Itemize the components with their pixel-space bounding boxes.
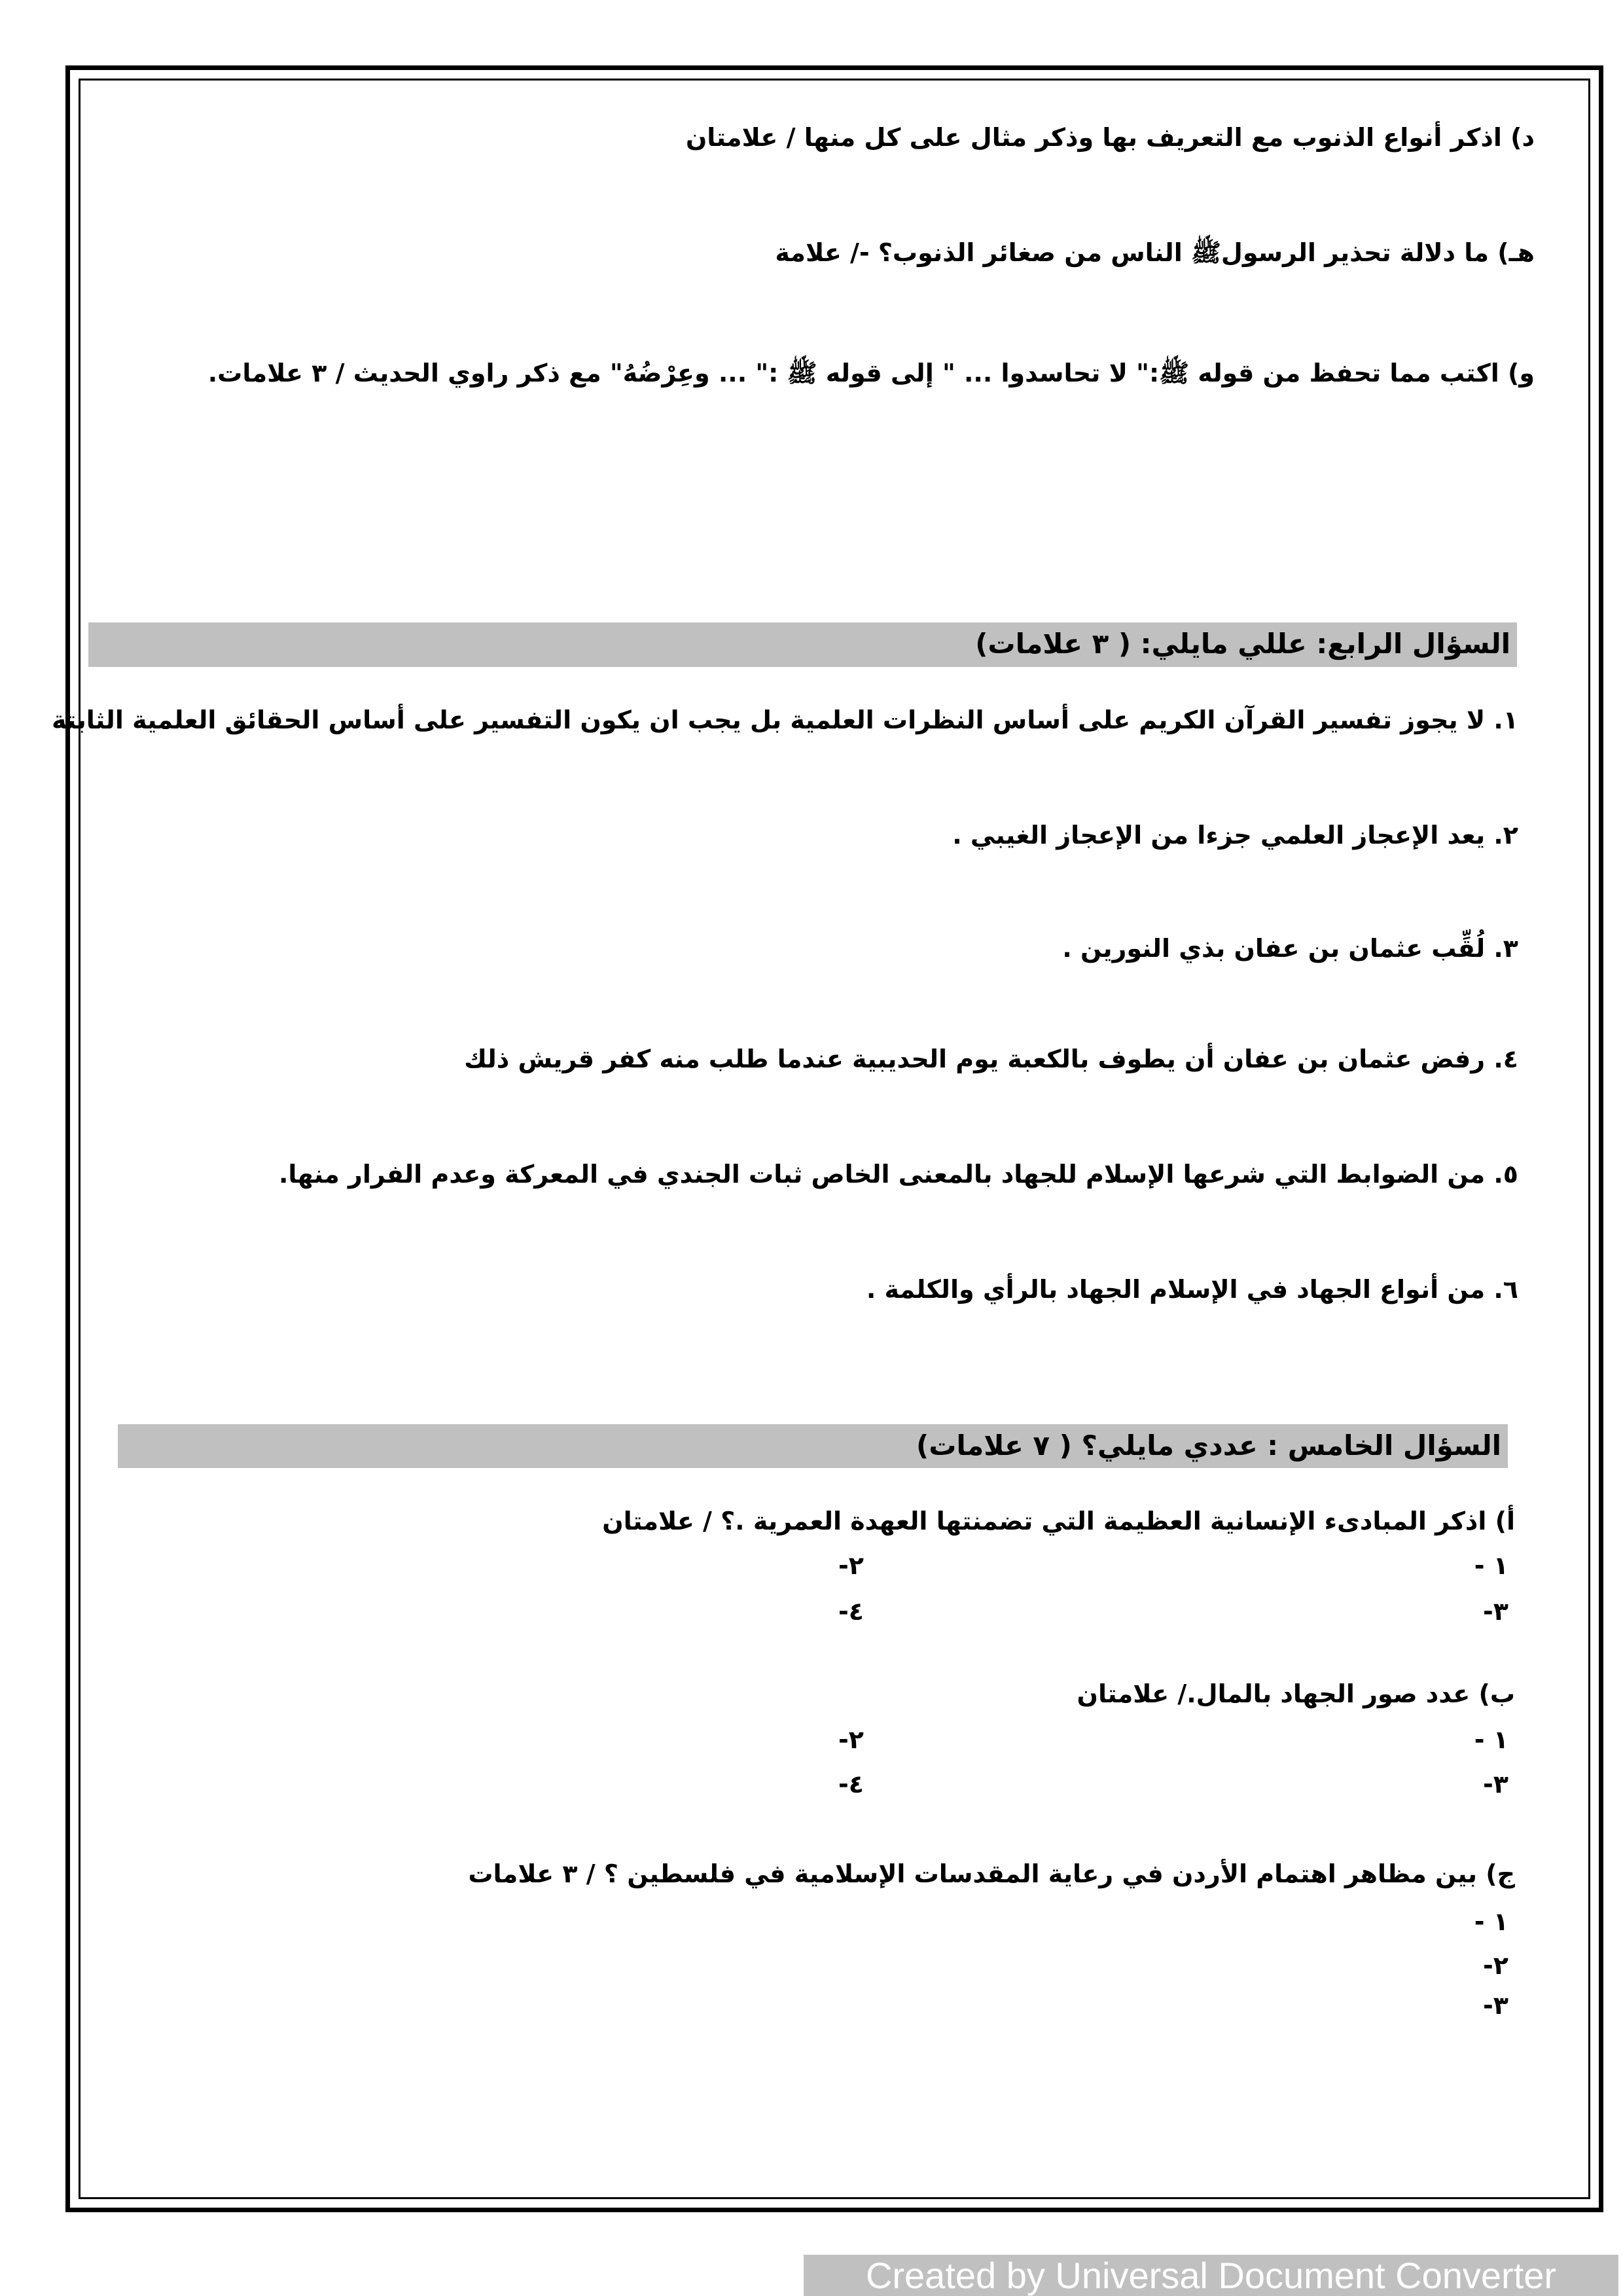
q5-b-slot-3: ٣- xyxy=(1483,1770,1508,1799)
q5-a-slot-1: ١ - xyxy=(1474,1551,1508,1580)
q4-item-4: ٤. رفض عثمان بن عفان أن يطوف بالكعبة يوم الحديبية عندما طلب منه كفر قريش ذلك xyxy=(464,1045,1518,1073)
q5-b-slot-4: ٤- xyxy=(838,1770,864,1799)
q4-item-1: ١. لا يجوز تفسير القرآن الكريم على أساس النظرات العلمية بل يجب ان يكون التفسير على أساس الحقائق العلمية الثابتة xyxy=(51,706,1518,734)
q5-a-slot-2: ٢- xyxy=(838,1551,864,1580)
q5-c-prompt: ج) بين مظاهر اهتمام الأردن في رعاية المقدسات الإسلامية في فلسطين ؟ / ٣ علامات xyxy=(468,1859,1515,1888)
q5-c-slot-2: ٢- xyxy=(1483,1951,1508,1980)
q4-item-6: ٦. من أنواع الجهاد في الإسلام الجهاد بالرأي والكلمة . xyxy=(866,1275,1518,1304)
converter-watermark: Created by Universal Document Converter xyxy=(804,2255,1618,2296)
q4-header: السؤال الرابع: عللي مايلي: ( ٣ علامات) xyxy=(88,622,1517,667)
q4-item-2: ٢. يعد الإعجاز العلمي جزءا من الإعجاز الغيبي . xyxy=(952,821,1518,850)
q5-b-slot-2: ٢- xyxy=(838,1725,864,1754)
q5-b-prompt: ب) عدد صور الجهاد بالمال./ علامتان xyxy=(1077,1679,1515,1708)
question-h: هـ) ما دلالة تحذير الرسولﷺ الناس من صغائر الذنوب؟ -/ علامة xyxy=(775,238,1535,267)
q5-c-slot-3: ٣- xyxy=(1483,1991,1508,2020)
question-w: و) اكتب مما تحفظ من قوله ﷺ:" لا تحاسدوا ... " إلى قوله ﷺ :" ... وعِرْضُهُ" مع ذكر راوي الحديث / ٣ علامات. xyxy=(207,359,1535,387)
q5-b-slot-1: ١ - xyxy=(1474,1725,1508,1754)
q5-a-slot-3: ٣- xyxy=(1483,1597,1508,1626)
q4-item-3: ٣. لُقِّب عثمان بن عفان بذي النورين . xyxy=(1062,934,1518,963)
q5-a-prompt: أ) اذكر المبادىء الإنسانية العظيمة التي تضمنتها العهدة العمرية .؟ / علامتان xyxy=(602,1507,1515,1535)
q4-item-5: ٥. من الضوابط التي شرعها الإسلام للجهاد بالمعنى الخاص ثبات الجندي في المعركة وعدم الفرار منها. xyxy=(278,1160,1518,1189)
q5-c-slot-1: ١ - xyxy=(1474,1907,1508,1936)
q5-a-slot-4: ٤- xyxy=(838,1597,864,1626)
q5-header: السؤال الخامس : عددي مايلي؟ ( ٧ علامات) xyxy=(118,1424,1508,1468)
question-d: د) اذكر أنواع الذنوب مع التعريف بها وذكر مثال على كل منها / علامتان xyxy=(685,123,1535,152)
